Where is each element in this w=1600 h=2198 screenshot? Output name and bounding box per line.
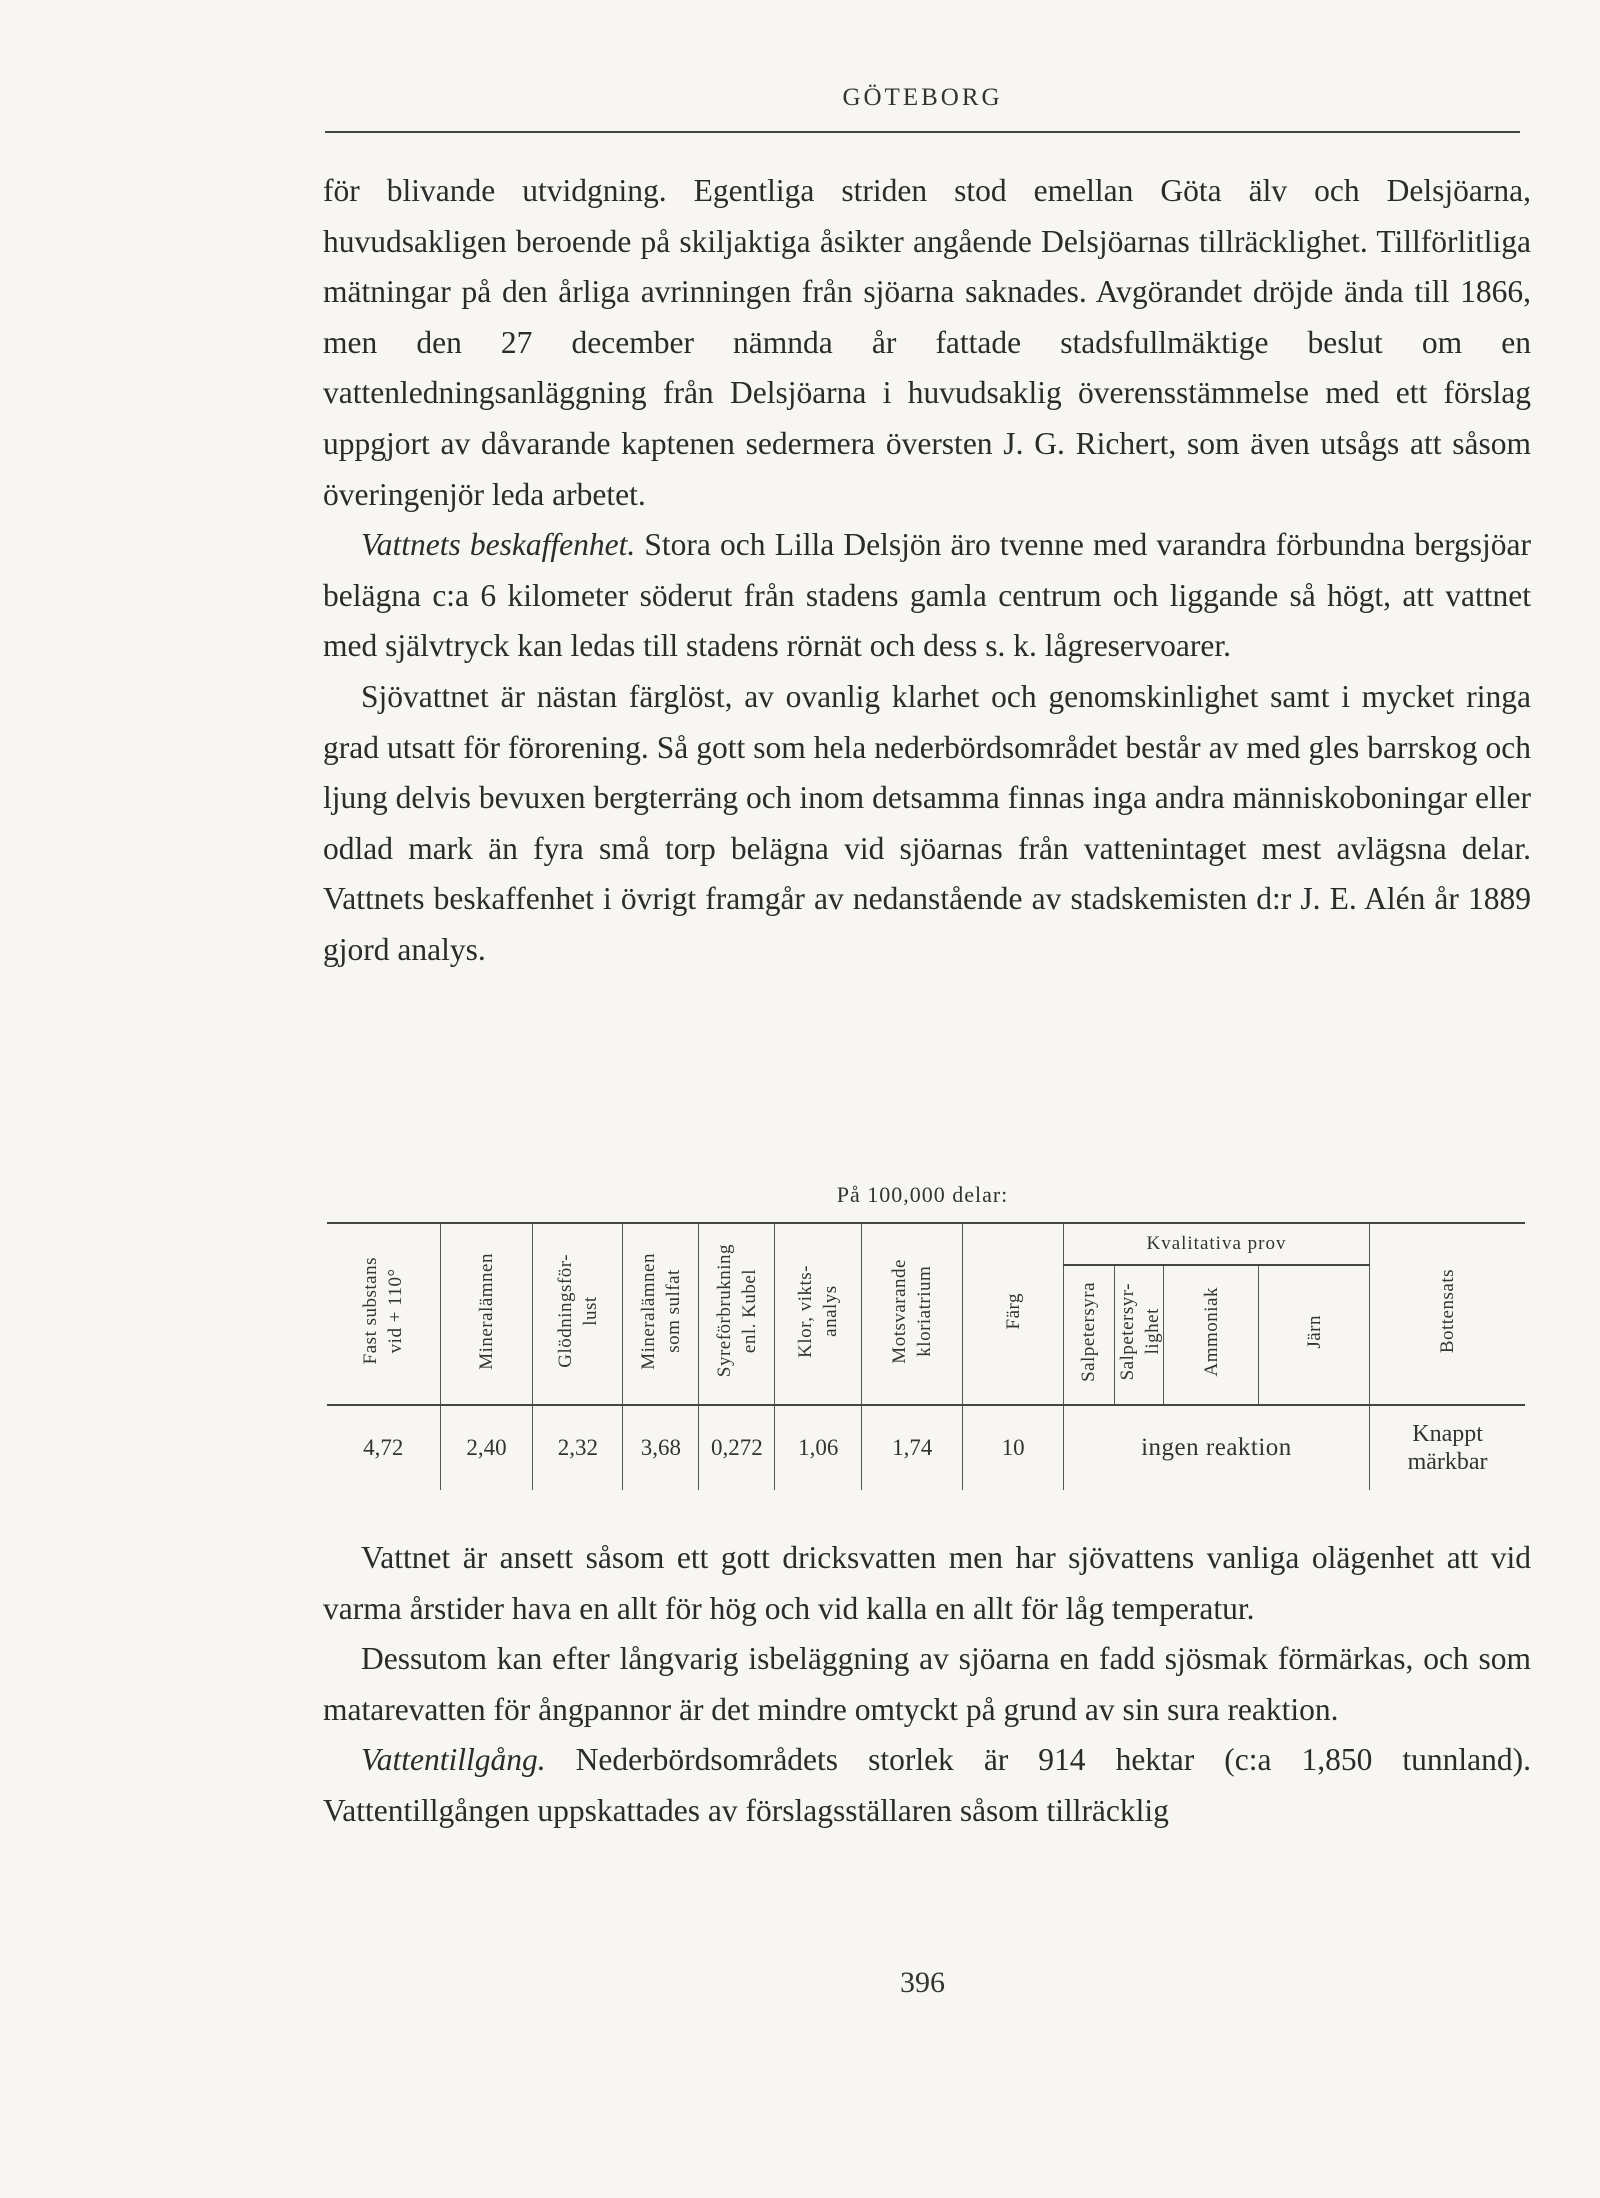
paragraph-text: Vattnet är ansett såsom ett gott dricksvatten men har sjövattens vanliga olägenhet att vid varma årstider hava en allt för hög och vid kalla en allt för låg temperatur. [323, 1540, 1531, 1626]
col-header-mineralamnen-sulfat: Mineralämnen som sulfat [623, 1223, 699, 1405]
paragraph-lead: Vattnets beskaffenhet. [361, 527, 636, 563]
col-header-jarn: Järn [1259, 1265, 1370, 1405]
cell-farg: 10 [963, 1405, 1063, 1490]
cell-mineralamnen: 2,40 [440, 1405, 533, 1490]
kvalitativa-prov-header: Kvalitativa prov [1063, 1223, 1369, 1265]
page-number: 396 [900, 1966, 945, 1999]
cell-motsvarande: 1,74 [862, 1405, 963, 1490]
col-header-farg: Färg [963, 1223, 1063, 1405]
paragraph-text: Stora och Lilla Delsjön äro tvenne med varandra förbundna bergsjöar belägna c:a 6 kilometer söderut från stadens gamla centrum och liggande så högt, att vattnet med självtryck kan ledas till stadens rörnät och dess s. k. lågreservoarer. [323, 527, 1531, 664]
paragraph-lead: Vattentillgång. [361, 1742, 546, 1778]
col-header-mineralamnen: Mineralämnen [440, 1223, 533, 1405]
cell-bottensats: Knappt märkbar [1370, 1405, 1525, 1490]
col-header-motsvarande: Motsvarande kloriatrium [862, 1223, 963, 1405]
table-row [327, 1405, 1525, 1490]
running-head: GÖTEBORG [842, 84, 1003, 111]
cell-syreforbrukning: 0,272 [699, 1405, 775, 1490]
col-header-glodningsforlust: Glödningsför- lust [533, 1223, 623, 1405]
cell-glodningsforlust: 2,32 [533, 1405, 623, 1490]
col-header-ammoniak: Ammoniak [1164, 1265, 1259, 1405]
paragraph [323, 1533, 1531, 1634]
col-header-salpetersyrlighet: Salpetersyr- lighet [1114, 1265, 1164, 1405]
col-header-klor: Klor, vikts- analys [775, 1223, 862, 1405]
paragraph [323, 1735, 1531, 1836]
paragraph-text: Sjövattnet är nästan färglöst, av ovanlig klarhet och genomskinlighet samt i mycket ringa grad utsatt för förorening. Så gott som hela nederbördsområdet består av med gles barrskog och ljung delvis bevuxen bergterräng och inom detsamma finnas inga andra människoboningar eller odlad mark än fyra små torp belägna vid sjöarnas från vattenintaget mest avlägsna delar. Vattnets beskaffenhet i övrigt framgår av nedanstående av stadskemisten d:r J. E. Alén år 1889 gjord analys. [323, 678, 1531, 967]
col-header-salpetersyra: Salpetersyra [1063, 1265, 1114, 1405]
paragraph-text: Dessutom kan efter långvarig isbeläggning av sjöarna en fadd sjösmak förmärkas, och som matarevatten för ångpannor är det mindre omtyckt på grund av sin sura reaktion. [323, 1641, 1531, 1727]
paragraph [323, 520, 1531, 672]
col-header-bottensats: Bottensats [1370, 1223, 1525, 1405]
cell-mineralamnen-sulfat: 3,68 [623, 1405, 699, 1490]
cell-kvalitativa-result: ingen reaktion [1063, 1405, 1369, 1490]
paragraph-text: för blivande utvidgning. Egentliga striden stod emellan Göta älv och Delsjöarna, huvudsakligen beroende på skiljaktiga åsikter angående Delsjöarnas tillräcklighet. Tillförlitliga mätningar på den årliga avrinningen från sjöarna saknades. Avgörandet dröjde ända till 1866, men den 27 december nämnda år fattade stadsfullmäktige beslut om en vattenledningsanläggning från Delsjöarna i huvudsaklig överensstämmelse med ett förslag uppgjort av dåvarande kaptenen sedermera översten J. G. Richert, som även utsågs att såsom överingenjör leda arbetet. [323, 173, 1531, 512]
cell-fast-substans: 4,72 [363, 1435, 404, 1460]
paragraph [323, 1634, 1531, 1735]
paragraph-text: Nederbördsområdets storlek är 914 hektar (c:a 1,850 tunnland). Vattentillgången uppskattades av förslagsställaren såsom tillräcklig [323, 1742, 1531, 1828]
paragraph [323, 672, 1531, 976]
analysis-table [327, 1222, 1525, 1490]
table-caption: På 100,000 delar: [836, 1182, 1009, 1207]
cell-klor: 1,06 [775, 1405, 862, 1490]
paragraph [323, 166, 1531, 520]
body-text-top [323, 166, 1531, 976]
body-text-bottom [323, 1533, 1531, 1837]
header-rule [325, 131, 1520, 133]
col-header-fast-substans: Fast substans vid + 110° [327, 1223, 440, 1405]
col-header-syreforbrukning: Syreförbrukning enl. Kubel [699, 1223, 775, 1405]
